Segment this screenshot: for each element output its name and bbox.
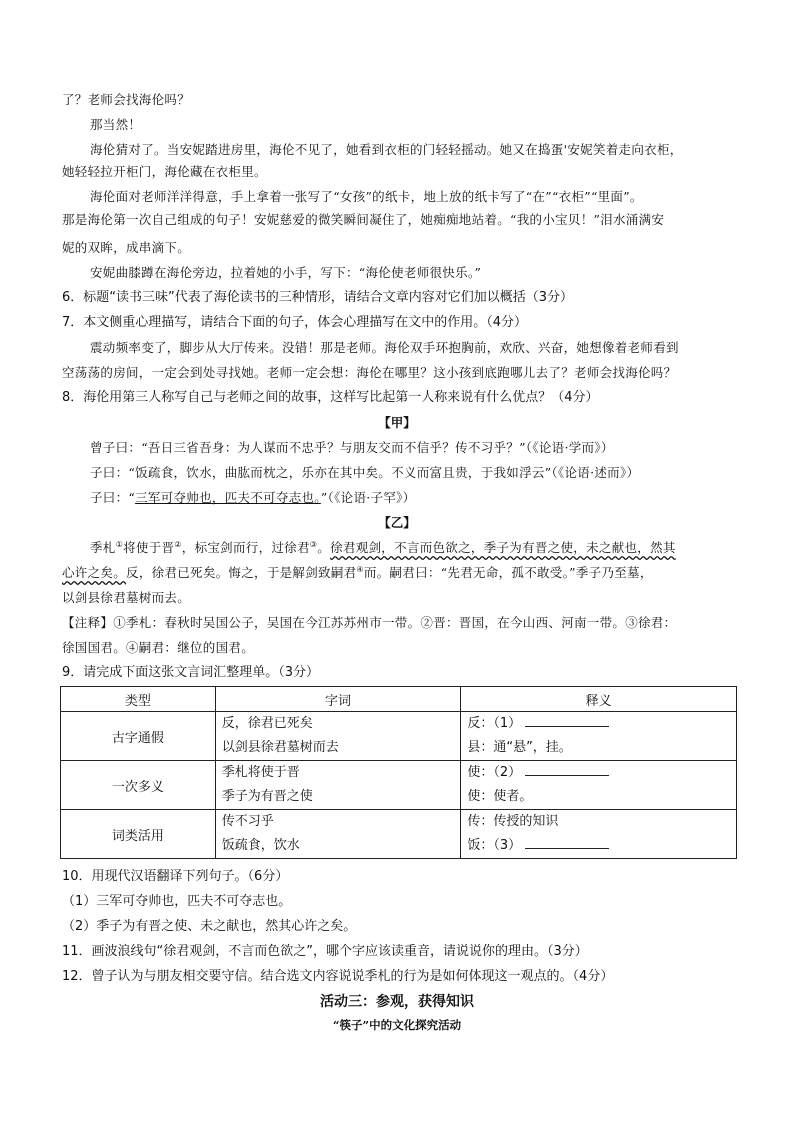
story-line: 了？老师会找海伦吗？	[62, 92, 191, 107]
story-line: 海伦面对老师洋洋得意，手上拿着一张写了“女孩”的纸卡，地上放的纸卡写了“在”“衣柜”“里面”。	[90, 189, 643, 204]
question-11: 11．画波浪线句“徐君观剑，不言而色欲之”，哪个字应该读重音，请说说你的理由。（3分）	[62, 944, 588, 959]
word-item: 季札将使于晋	[221, 765, 300, 780]
table-header-row	[61, 687, 737, 712]
yi-wavy-sentence-end: 心许之矣。	[62, 565, 127, 580]
word-item: 以剑县徐君墓树而去	[221, 740, 339, 755]
yi-wavy-sentence: 徐君观剑，不言而色欲之，季子为有晋之使，未之献也，然其	[330, 540, 676, 555]
vocab-table	[60, 686, 737, 859]
words-cell	[215, 761, 461, 810]
table-row	[61, 810, 737, 859]
column-header: 类型	[61, 687, 216, 712]
meaning-item: 县：通“悬”，挂。	[467, 740, 572, 755]
story-line: 那当然！	[90, 117, 142, 132]
jia-underlined-sentence: 三军可夺帅也，匹夫不可夺志也。	[135, 490, 321, 505]
meaning-item: 使：使者。	[467, 789, 533, 804]
note-marker: ④	[356, 564, 364, 574]
note-marker: ①	[115, 539, 124, 549]
answer-blank[interactable]	[525, 763, 609, 776]
yi-text: ，标宝剑而行，过徐君	[181, 540, 310, 555]
note-marker: ③	[309, 539, 318, 549]
meaning-item	[467, 761, 730, 785]
yi-text: 将使于晋	[123, 540, 175, 555]
words-cell	[215, 712, 461, 761]
word-item: 饭疏食，饮水	[221, 838, 300, 853]
meaning-cell	[461, 810, 737, 859]
q7-quote-line: 震动频率变了，脚步从大厅传来。没错！那是老师。海伦双手环抱胸前，欢欣、兴奋，她想像着老师看到	[90, 340, 679, 355]
word-item: 季子为有晋之使	[221, 789, 313, 804]
notes-line: 【注释】①季札：春秋时吴国公子，吴国在今江苏苏州市一带。②晋：晋国，在今山西、河南一带。③徐君：	[62, 615, 677, 630]
question-12: 12．曾子认为与朋友相交要守信。结合选文内容说说季札的行为是如何体现这一观点的。（4分）	[62, 969, 614, 984]
type-cell: 古字通假	[61, 712, 216, 761]
story-line: 妮的双眸，成串滴下。	[62, 240, 191, 255]
question-10-item: （2）季子为有晋之使、未之献也，然其心许之矣。	[62, 919, 357, 934]
question-9: 9．请完成下面这张文言词汇整理单。（3分）	[62, 665, 320, 680]
meaning-label: 饭：（3）	[467, 838, 522, 853]
activity-title: 活动三：参观，获得知识	[320, 994, 474, 1010]
yi-text: 季札	[90, 540, 116, 555]
word-item: 反，徐君已死矣	[221, 716, 313, 731]
q7-quote-line: 空荡荡的房间，一定会到处寻找她。老师一定会想：海伦在哪里？这小孩到底跑哪儿去了？老师会找海伦吗？	[62, 365, 677, 380]
meaning-label: 反：（1）	[467, 716, 522, 731]
yi-line	[90, 539, 676, 557]
story-line: 海伦猜对了。当安妮踏进房里，海伦不见了，她看到衣柜的门轻轻摇动。她又在捣蛋'安妮笑着走向衣柜，	[90, 142, 683, 157]
column-header: 释义	[461, 687, 737, 712]
jia-line	[90, 489, 415, 507]
question-8: 8．海伦用第三人称写自己与老师之间的故事，这样写比起第一人称来说有什么优点？（4分）	[62, 390, 599, 405]
meaning-item: 传：传授的知识	[467, 814, 559, 829]
word-item: 传不习乎	[221, 814, 274, 829]
yi-text: 反，徐君已死矣。悔之，于是解剑致嗣君	[126, 565, 357, 580]
story-line: 安妮曲膝蹲在海伦旁边，拉着她的小手，写下：“海伦使老师很快乐。”	[90, 265, 482, 280]
table-row	[61, 761, 737, 810]
notes-line: 徐国国君。④嗣君：继位的国君。	[62, 640, 255, 655]
answer-blank[interactable]	[525, 836, 609, 849]
type-cell: 词类活用	[61, 810, 216, 859]
question-7: 7．本文侧重心理描写，请结合下面的句子，体会心理描写在文中的作用。（4分）	[62, 315, 528, 330]
meaning-cell	[461, 712, 737, 761]
type-cell: 一次多义	[61, 761, 216, 810]
meaning-item	[467, 834, 730, 858]
yi-text: 。	[317, 540, 331, 555]
meaning-item	[467, 712, 730, 736]
table-row	[61, 712, 737, 761]
meaning-cell	[461, 761, 737, 810]
jia-heading: 【甲】	[378, 415, 416, 430]
answer-blank[interactable]	[525, 714, 609, 727]
jia-line: 曾子曰：“吾日三省吾身：为人谋而不忠乎？与朋友交而不信乎？传不习乎？”（《论语·学而》）	[90, 440, 614, 455]
words-cell	[215, 810, 461, 859]
column-header: 字词	[215, 687, 461, 712]
question-6: 6．标题“读书三味”代表了海伦读书的三种情形，请结合文章内容对它们加以概括（3分）	[62, 290, 574, 305]
activity-subtitle: “筷子”中的文化探究活动	[332, 1018, 462, 1032]
yi-text: 而。嗣君曰：“先君无命，孤不敢受。”季子乃至墓，	[363, 565, 653, 580]
story-line: 她轻轻拉开柜门，海伦藏在衣柜里。	[62, 164, 267, 179]
note-marker: ②	[174, 539, 182, 549]
yi-line: 以剑县徐君墓树而去。	[62, 590, 191, 605]
question-10-item: （1）三军可夺帅也，匹夫不可夺志也。	[62, 894, 292, 909]
yi-heading: 【乙】	[378, 515, 416, 530]
yi-line	[62, 564, 653, 582]
jia-line3-prefix: 子曰：“	[90, 490, 136, 505]
jia-line3-source: ”（《论语·子罕》）	[320, 490, 416, 505]
jia-line: 子曰：“饭疏食，饮水，曲肱而枕之，乐亦在其中矣。不义而富且贵，于我如浮云”（《论语·述而》）	[90, 465, 640, 480]
question-10: 10．用现代汉语翻译下列句子。（6分）	[62, 869, 289, 884]
story-line: 那是海伦第一次自己组成的句子！安妮慈爱的微笑瞬间凝住了，她痴痴地站着。“我的小宝贝！”泪水涌满安	[62, 212, 665, 227]
meaning-label: 使：（2）	[467, 765, 522, 780]
